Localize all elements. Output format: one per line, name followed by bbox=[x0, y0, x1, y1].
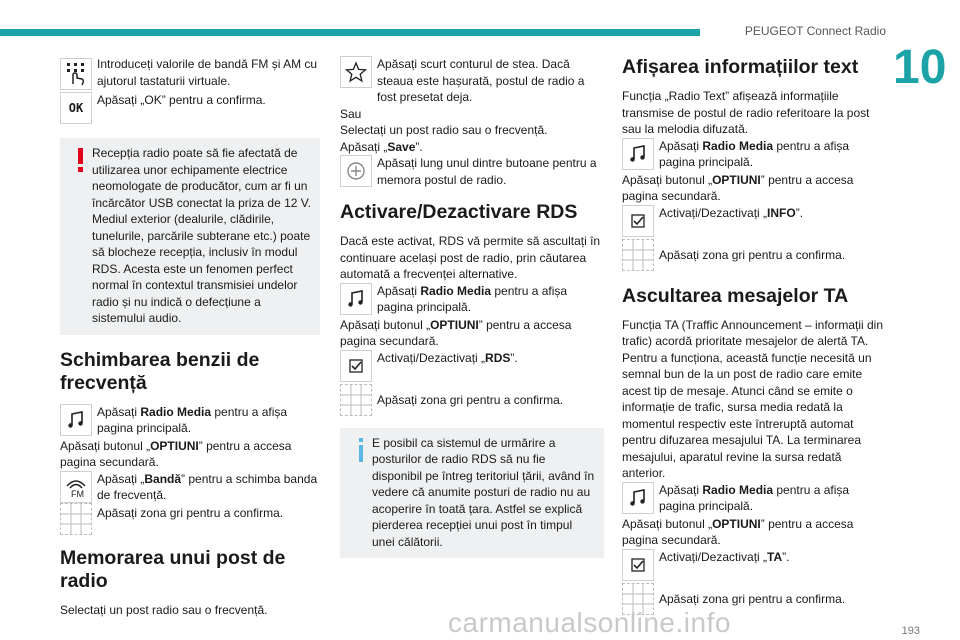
music-note-icon bbox=[622, 482, 654, 514]
memory-step-1: Selectați un post radio sau o frecvență. bbox=[60, 602, 268, 617]
checkbox-icon bbox=[622, 549, 654, 581]
info-text: E posibil ca sistemul de urmărire a posturilor de radio RDS să nu fie disponibil pe întreg teritoriul țării, având în vedere că anumite posturi de radio nu au acoperire în toată țara. Astfel se explică pierderea recepției unui post în timpul unei călătorii. bbox=[372, 435, 595, 549]
band-step-2: Apăsați butonul „OPTIUNI” pentru a accesa pagina secundară. bbox=[60, 438, 292, 469]
rt-step-4: Apăsați zona gri pentru a confirma. bbox=[659, 247, 846, 262]
ok-icon-label: OK bbox=[68, 101, 84, 115]
warning-text: Recepția radio poate să fie afectată de utilizarea unor echipamente electrice neomologate de producător, cum ar fi un încărcător USB conectat la priza de 12 V. Mediul exterior (dealurile, clădirile, tunelurile, parcările subterane etc.) poate să blocheze recepția, inclusiv în modul RDS. Acesta este un fenomen perfect normal în contextul transmisiei undelor radio și nu indică o defecțiune a sistemului audio. bbox=[92, 146, 312, 325]
radio-text-heading: Afișarea informațiilor text bbox=[622, 56, 859, 78]
chapter-number: 10 bbox=[893, 41, 947, 94]
radio-text-intro: Funcția „Radio Text” afișează informațiile transmise de postul de radio referitoare la post sau la melodia difuzată. bbox=[622, 89, 870, 136]
column-3 bbox=[622, 56, 884, 617]
band-step-4: Apăsați zona gri pentru a confirma. bbox=[97, 505, 284, 520]
ta-intro: Funcția TA (Traffic Announcement – informații din trafic) acordă prioritate mesajelor de alertă TA. Pentru a funcționa, această funcție necesită un semnal bun de la un post de radio care emite acest tip de mesaje. Atunci când se emite o informație de trafic, sursa media redată la momentul respectiv este întreruptă automat pentru difuzarea mesajului TA. La terminarea mesajului, aparatul revine la sursa redată anterior. bbox=[622, 317, 884, 480]
rds-step-4: Apăsați zona gri pentru a confirma. bbox=[377, 392, 564, 407]
band-step-1: Apăsați Radio Media pentru a afișa pagina principală. bbox=[97, 404, 288, 435]
watermark: carmanualsonline.info bbox=[448, 607, 731, 638]
ta-step-4: Apăsați zona gri pentru a confirma. bbox=[659, 591, 846, 606]
checkbox-icon bbox=[622, 205, 654, 237]
select-step: Selectați un post radio sau o frecvență. bbox=[340, 123, 548, 137]
header-title: PEUGEOT Connect Radio bbox=[744, 24, 886, 38]
info-box bbox=[340, 428, 604, 559]
header-accent-bar bbox=[0, 29, 700, 36]
warning-icon bbox=[71, 147, 91, 173]
column-2 bbox=[340, 56, 604, 558]
music-note-icon bbox=[622, 138, 654, 170]
rds-step-3: Activați/Dezactivați „RDS”. bbox=[377, 350, 518, 365]
intro-text: Introduceți valorile de bandă FM și AM cu ajutorul tastaturii virtuale. bbox=[97, 57, 318, 88]
rds-intro: Dacă este activat, RDS vă permite să ascultați în continuare același post de radio, prin căutarea automată a frecvenței alternative. bbox=[340, 234, 601, 281]
ta-step-1: Apăsați Radio Media pentru a afișa pagina principală. bbox=[659, 482, 850, 513]
memory-heading: Memorarea unui post de radio bbox=[60, 546, 286, 592]
warning-box bbox=[60, 138, 320, 335]
ok-step: Apăsați „OK” pentru a confirma. bbox=[97, 93, 266, 107]
rt-step-2: Apăsați butonul „OPTIUNI” pentru a accesa pagina secundară. bbox=[622, 172, 854, 203]
rt-step-1: Apăsați Radio Media pentru a afișa pagina principală. bbox=[659, 138, 850, 169]
add-preset-icon bbox=[340, 155, 372, 187]
ta-step-3: Activați/Dezactivați „TA”. bbox=[659, 549, 790, 564]
music-note-icon bbox=[340, 283, 372, 315]
band-step-3: Apăsați „Bandă” pentru a schimba banda de frecvență. bbox=[97, 471, 318, 502]
ok-icon bbox=[60, 92, 92, 124]
ta-heading: Ascultarea mesajelor TA bbox=[622, 284, 849, 307]
or-text: Sau bbox=[340, 106, 362, 121]
hold-step: Apăsați lung unul dintre butoane pentru a memora postul de radio. bbox=[377, 156, 597, 187]
fm-label: FM bbox=[71, 488, 84, 498]
star-step: Apăsați scurt conturul de stea. Dacă steaua este hașurată, postul de radio a fost presetat deja. bbox=[377, 57, 585, 104]
rds-heading: Activare/Dezactivare RDS bbox=[340, 201, 578, 223]
ta-step-2: Apăsați butonul „OPTIUNI” pentru a accesa pagina secundară. bbox=[622, 516, 854, 547]
keypad-icon bbox=[60, 58, 92, 90]
grey-zone-icon bbox=[622, 239, 654, 271]
fm-band-icon bbox=[60, 471, 92, 503]
rds-step-1: Apăsați Radio Media pentru a afișa pagina principală. bbox=[377, 283, 568, 314]
band-heading: Schimbarea benzii de frecvență bbox=[60, 348, 260, 394]
checkbox-icon bbox=[340, 350, 372, 382]
page-number: 193 bbox=[901, 625, 920, 637]
rt-step-3: Activați/Dezactivați „INFO”. bbox=[659, 205, 804, 220]
column-1 bbox=[60, 56, 320, 618]
star-icon bbox=[340, 56, 372, 88]
grey-zone-icon bbox=[340, 384, 372, 416]
music-note-icon bbox=[60, 404, 92, 436]
save-step: Apăsați „Save”. bbox=[340, 139, 423, 154]
grey-zone-icon bbox=[60, 503, 92, 535]
rds-step-2: Apăsați butonul „OPTIUNI” pentru a accesa pagina secundară. bbox=[340, 317, 572, 348]
info-icon bbox=[351, 437, 371, 463]
